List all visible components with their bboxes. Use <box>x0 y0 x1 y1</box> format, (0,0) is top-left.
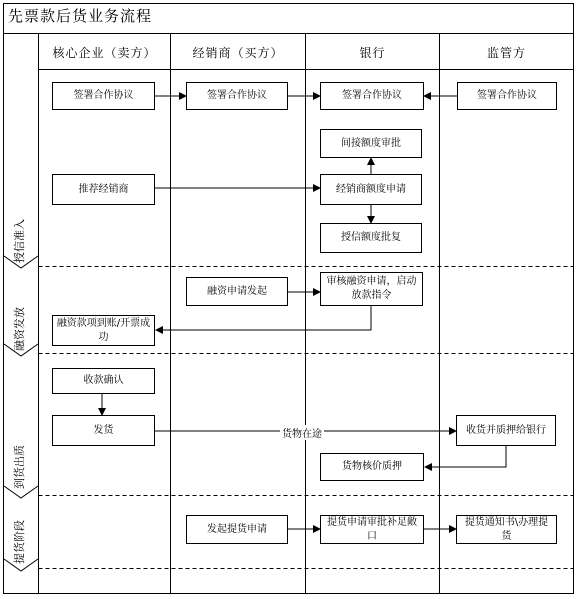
stage-label-financing: 融资发放 <box>13 307 26 351</box>
initiate-pickup-box: 发起提货申请 <box>186 515 288 544</box>
credit-limit-approval-box: 授信额度批复 <box>320 223 422 253</box>
payment-confirm-box: 收款确认 <box>52 368 155 394</box>
review-financing-box: 审核融资申请，启动放款指令 <box>320 272 423 306</box>
in-transit-label: 货物在途 <box>280 425 324 440</box>
arrow <box>425 446 506 467</box>
supervisor-sign-agreement-box: 签署合作协议 <box>457 82 557 110</box>
column-header-dealer: 经销商（买方） <box>192 45 284 60</box>
payment-arrival-box: 融资款项到账/开票成功 <box>52 315 155 346</box>
stage-label-credit-access: 授信准入 <box>13 219 26 263</box>
column-header-supervisor: 监管方 <box>486 45 526 60</box>
page-title: 先票款后货业务流程 <box>8 7 153 25</box>
financing-application-box: 融资申请发起 <box>186 277 288 306</box>
ship-goods-box: 发货 <box>52 415 155 446</box>
dealer-sign-agreement-box: 签署合作协议 <box>186 82 288 110</box>
dealer-limit-application-box: 经销商额度申请 <box>320 174 422 205</box>
column-header-bank: 银行 <box>359 45 386 60</box>
pickup-notice-box: 提货通知书\办理提货 <box>456 515 557 544</box>
receive-and-pledge-box: 收货并质押给银行 <box>456 415 556 446</box>
arrow <box>156 305 371 330</box>
goods-valuation-pledge-box: 货物核价质押 <box>320 453 424 481</box>
column-header-core: 核心企业（卖方） <box>52 45 157 60</box>
indirect-limit-approval-box: 间接额度审批 <box>320 129 422 158</box>
pickup-approval-box: 提货申请审批补足敞口 <box>320 515 424 544</box>
stage-label-arrival-pledge: 到货出质 <box>13 445 26 489</box>
recommend-dealer-box: 推荐经销商 <box>52 174 155 205</box>
stage-label-pickup: 提货阶段 <box>13 520 26 564</box>
bank-sign-agreement-box: 签署合作协议 <box>320 82 424 110</box>
core-sign-agreement-box: 签署合作协议 <box>52 82 155 110</box>
